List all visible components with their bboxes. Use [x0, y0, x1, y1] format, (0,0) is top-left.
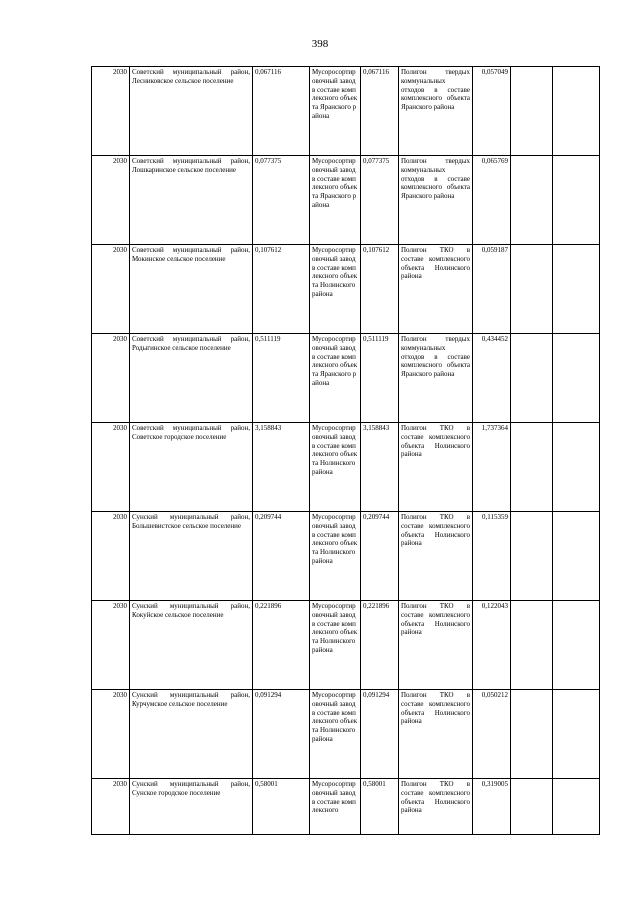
facility-cell: Мусоросортировочный завод в составе комплексного объекта Нолинского района [310, 512, 361, 601]
year-cell: 2030 [92, 779, 130, 835]
value1-cell: 0,221896 [253, 601, 310, 690]
year-cell: 2030 [92, 601, 130, 690]
value2-cell: 3,158843 [361, 423, 399, 512]
municipality-cell: Сунский муниципальный район, Кокуйское сельское поселение [130, 601, 253, 690]
year-cell: 2030 [92, 690, 130, 779]
value2-cell: 0,58001 [361, 779, 399, 835]
municipality-cell: Советский муниципальный район, Мокинское сельское поселение [130, 245, 253, 334]
empty-cell [553, 156, 600, 245]
table-row [92, 245, 600, 334]
value2-cell: 0,221896 [361, 601, 399, 690]
facility-cell: Мусоросортировочный завод в составе комплексного объекта Нолинского района [310, 601, 361, 690]
municipality-cell: Советский муниципальный район, Советское городское поселение [130, 423, 253, 512]
value2-cell: 0,091294 [361, 690, 399, 779]
empty-cell [511, 334, 553, 423]
municipality-cell: Советский муниципальный район, Лесниковское сельское поселение [130, 67, 253, 156]
table-row [92, 156, 600, 245]
empty-cell [553, 334, 600, 423]
value2-cell: 0,077375 [361, 156, 399, 245]
year-cell: 2030 [92, 67, 130, 156]
page-number: 398 [311, 38, 329, 50]
empty-cell [553, 423, 600, 512]
municipality-cell: Советский муниципальный район, Лошкаринское сельское поселение [130, 156, 253, 245]
value1-cell: 0,107612 [253, 245, 310, 334]
facility-cell: Мусоросортировочный завод в составе комплексного объекта Нолинского района [310, 423, 361, 512]
empty-cell [553, 779, 600, 835]
table-row [92, 512, 600, 601]
value3-cell: 0,057049 [473, 67, 511, 156]
destination-cell: Полигон ТКО в составе комплексного объекта Нолинского района [399, 601, 473, 690]
empty-cell [511, 245, 553, 334]
municipality-cell: Сунский муниципальный район, Большевистское сельское поселение [130, 512, 253, 601]
municipality-cell: Советский муниципальный район, Родыгинское сельское поселение [130, 334, 253, 423]
empty-cell [511, 423, 553, 512]
value1-cell: 0,077375 [253, 156, 310, 245]
table-row [92, 779, 600, 835]
value3-cell: 0,122043 [473, 601, 511, 690]
destination-cell: Полигон ТКО в составе комплексного объекта Нолинского района [399, 512, 473, 601]
facility-cell: Мусоросортировочный завод в составе комплексного объекта Яранского района [310, 334, 361, 423]
facility-cell: Мусоросортировочный завод в составе комплексного [310, 779, 361, 835]
table-row [92, 334, 600, 423]
empty-cell [553, 512, 600, 601]
destination-cell: Полигон твердых коммунальных отходов в составе комплексного объекта Яранского района [399, 156, 473, 245]
value3-cell: 0,059187 [473, 245, 511, 334]
destination-cell: Полигон ТКО в составе комплексного объекта Нолинского района [399, 779, 473, 835]
year-cell: 2030 [92, 423, 130, 512]
value2-cell: 0,511119 [361, 334, 399, 423]
value3-cell: 0,434452 [473, 334, 511, 423]
value3-cell: 0,050212 [473, 690, 511, 779]
year-cell: 2030 [92, 156, 130, 245]
value1-cell: 0,511119 [253, 334, 310, 423]
facility-cell: Мусоросортировочный завод в составе комплексного объекта Яранского района [310, 67, 361, 156]
empty-cell [511, 156, 553, 245]
empty-cell [553, 245, 600, 334]
facility-cell: Мусоросортировочный завод в составе комплексного объекта Нолинского района [310, 690, 361, 779]
empty-cell [511, 779, 553, 835]
empty-cell [511, 67, 553, 156]
empty-cell [553, 690, 600, 779]
destination-cell: Полигон ТКО в составе комплексного объекта Нолинского района [399, 245, 473, 334]
value1-cell: 0,091294 [253, 690, 310, 779]
value3-cell: 0,065769 [473, 156, 511, 245]
facility-cell: Мусоросортировочный завод в составе комплексного объекта Нолинского района [310, 245, 361, 334]
year-cell: 2030 [92, 512, 130, 601]
value3-cell: 0,319005 [473, 779, 511, 835]
empty-cell [511, 690, 553, 779]
table-row [92, 67, 600, 156]
value1-cell: 3,158843 [253, 423, 310, 512]
destination-cell: Полигон ТКО в составе комплексного объекта Нолинского района [399, 423, 473, 512]
destination-cell: Полигон ТКО в составе комплексного объекта Нолинского района [399, 690, 473, 779]
value3-cell: 0,115359 [473, 512, 511, 601]
value1-cell: 0,58001 [253, 779, 310, 835]
empty-cell [511, 601, 553, 690]
table-row [92, 690, 600, 779]
year-cell: 2030 [92, 334, 130, 423]
municipality-cell: Сунский муниципальный район, Курчумское сельское поселение [130, 690, 253, 779]
value2-cell: 0,107612 [361, 245, 399, 334]
empty-cell [511, 512, 553, 601]
destination-cell: Полигон твердых коммунальных отходов в составе комплексного объекта Яранского района [399, 334, 473, 423]
value1-cell: 0,209744 [253, 512, 310, 601]
empty-cell [553, 67, 600, 156]
waste-flow-table [91, 66, 600, 835]
municipality-cell: Сунский муниципальный район, Сунское городское поселение [130, 779, 253, 835]
table-row [92, 601, 600, 690]
empty-cell [553, 601, 600, 690]
value3-cell: 1,737364 [473, 423, 511, 512]
table-row [92, 423, 600, 512]
value1-cell: 0,067116 [253, 67, 310, 156]
value2-cell: 0,209744 [361, 512, 399, 601]
destination-cell: Полигон твердых коммунальных отходов в составе комплексного объекта Яранского района [399, 67, 473, 156]
year-cell: 2030 [92, 245, 130, 334]
value2-cell: 0,067116 [361, 67, 399, 156]
facility-cell: Мусоросортировочный завод в составе комплексного объекта Яранского района [310, 156, 361, 245]
